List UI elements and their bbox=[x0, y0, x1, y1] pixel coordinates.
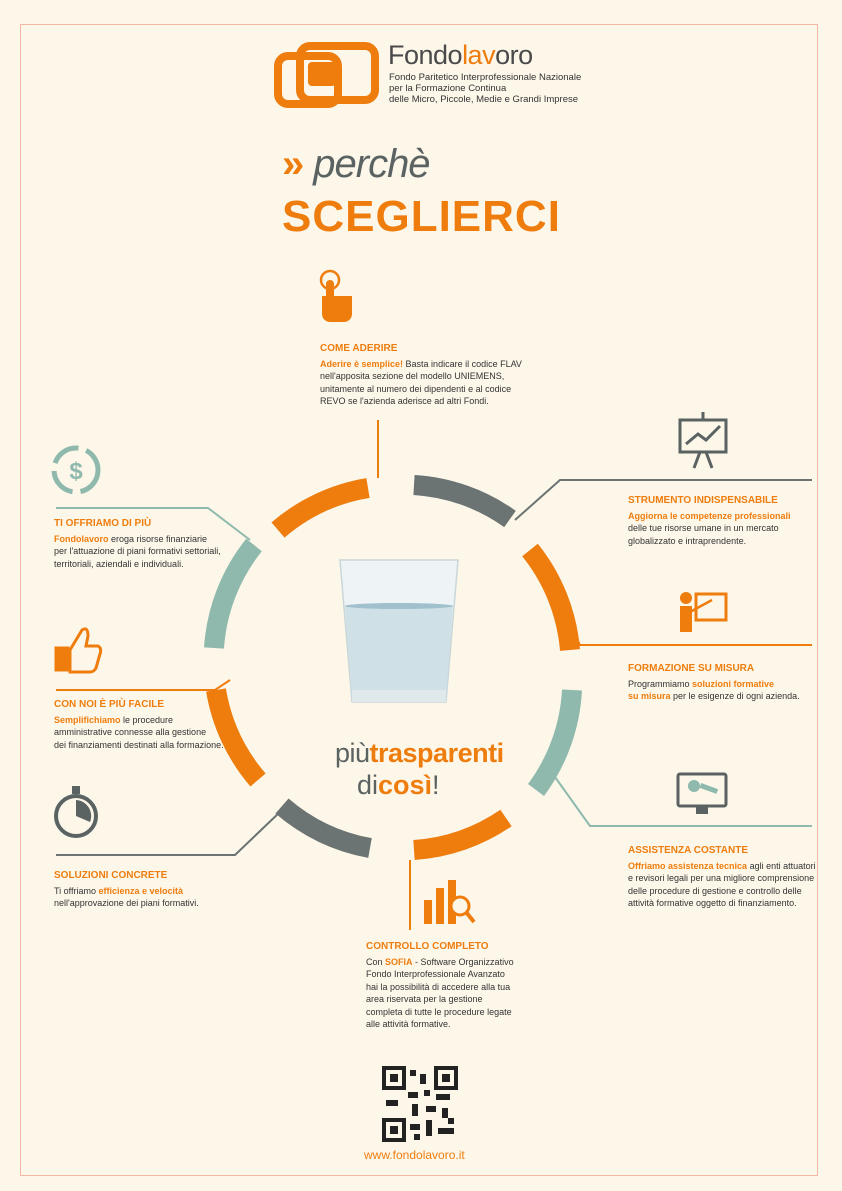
pointing-hand-icon bbox=[321, 271, 352, 322]
section-formazione: FORMAZIONE SU MISURA Programmiamo soluzioni formative su misura per le esigenze di ogni azienda. bbox=[628, 663, 800, 701]
bar-chart-magnifier-icon bbox=[424, 880, 474, 924]
presentation-chart-icon bbox=[680, 412, 726, 468]
section-assistenza: ASSISTENZA COSTANTE Offriamo assistenza tecnica agli enti attuatori e revisori legali per una migliore comprensione delle procedure di gestione e controllo delle attività formative oggetto di finanziamento. bbox=[628, 845, 816, 908]
section-controllo: CONTROLLO COMPLETO Con SOFIA - Software Organizzativo Fondo Interprofessionale Avanzato hai la possibilità di accedere alla tua area riservata per la gestione completa di tutte le procedure legate alle attività formative. bbox=[366, 941, 514, 1029]
dollar-cycle-icon bbox=[54, 448, 98, 492]
title-line1: » perchè bbox=[282, 142, 430, 186]
website-link[interactable]: www.fondolavoro.it bbox=[364, 1148, 465, 1162]
section-aderire: COME ADERIRE Aderire è semplice! Basta indicare il codice FLAV nell'apposita sezione del modello UNIEMENS, unitamente al numero dei dipendenti e al codice REVO se l'azienda aderisce ad altri Fondi. bbox=[320, 343, 522, 406]
qr-code bbox=[384, 1068, 456, 1140]
section-strumento: STRUMENTO INDISPENSABILE Aggiorna le competenze professionali delle tue risorse umane in un mercato globalizzato e intraprendente. bbox=[628, 495, 791, 546]
slogan-line2: dicosì! bbox=[357, 770, 440, 800]
stopwatch-icon bbox=[56, 786, 96, 836]
teacher-board-icon bbox=[680, 592, 726, 632]
slogan-line1: piùtrasparenti bbox=[335, 738, 504, 768]
section-offriamo: TI OFFRIAMO DI PIÙ Fondolavoro eroga risorse finanziarie per l'attuazione di piani formativi settoriali, territoriali, aziendali e individuali. bbox=[54, 518, 221, 569]
monitor-tools-icon bbox=[678, 774, 726, 814]
title-line2: SCEGLIERCI bbox=[282, 192, 561, 241]
brand-name: Fondolavoro bbox=[388, 40, 533, 70]
thumbs-up-icon bbox=[56, 629, 101, 672]
section-concrete: SOLUZIONI CONCRETE Ti offriamo efficienza e velocità nell'approvazione dei piani formativi. bbox=[54, 870, 199, 908]
logo-squares bbox=[278, 46, 375, 104]
section-facile: CON NOI È PIÙ FACILE Semplifichiamo le procedure amministrative connesse alla gestione dei finanziamenti destinati alla formazione. bbox=[54, 699, 224, 750]
brand-tagline: Fondo Paritetico Interprofessionale Nazionale per la Formazione Continua delle Micro, Piccole, Medie e Grandi Imprese bbox=[389, 72, 582, 105]
svg-text:$: $ bbox=[69, 458, 83, 485]
water-glass bbox=[340, 560, 458, 702]
